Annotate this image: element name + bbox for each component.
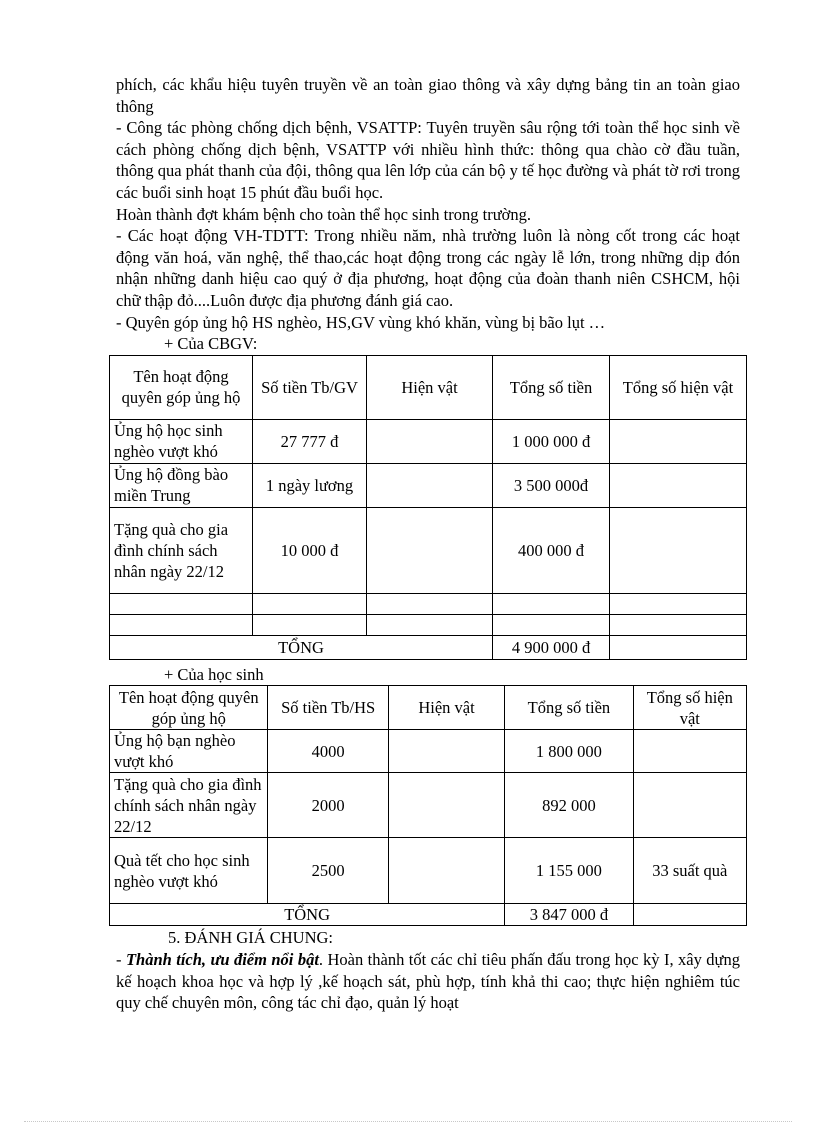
donation-table-staff (109, 355, 747, 660)
table-cell: 3 500 000đ (493, 463, 610, 507)
table-row-empty (110, 593, 747, 614)
table-cell: 2500 (268, 838, 388, 904)
table-cbgv-caption: + Của CBGV: (164, 334, 258, 354)
table-cell (493, 593, 610, 614)
document-page (116, 74, 740, 1014)
page-bottom-divider (24, 1121, 792, 1122)
paragraph-disease-prevention: - Công tác phòng chống dịch bệnh, VSATTP: Tuyên truyền sâu rộng tới toàn thể học sinh về cách phòng chống dịch bệnh, VSATTP với nhiều hình thức: thông qua chào cờ đầu tuần, thông qua phát thanh của đội, thông qua lên lớp của cán bộ y tế học đường và phát tờ rơi trong các buổi sinh hoạt 15 phút đầu buổi học. (116, 118, 740, 202)
table-cell: 1 155 000 (505, 838, 633, 904)
table-row (110, 730, 747, 773)
table-cell (633, 773, 746, 838)
table-cell (110, 614, 253, 635)
table-row (110, 773, 747, 838)
header-cell: Tổng số hiện vật (610, 355, 747, 419)
table-cell: 10 000 đ (253, 507, 367, 593)
table-cell: Ủng hộ đồng bào miền Trung (110, 463, 253, 507)
table-total-row (110, 635, 747, 659)
lead-dash: - (116, 949, 126, 969)
table-cell (610, 593, 747, 614)
table-cell (253, 614, 367, 635)
table-cell (367, 463, 493, 507)
table-row-empty (110, 614, 747, 635)
header-cell: Tổng số hiện vật (633, 686, 746, 730)
table-cell: Ủng hộ bạn nghèo vượt khó (110, 730, 268, 773)
table-cell: 1 ngày lương (253, 463, 367, 507)
table-row (110, 507, 747, 593)
header-cell: Số tiền Tb/HS (268, 686, 388, 730)
table-cell (253, 593, 367, 614)
table-row (110, 838, 747, 904)
header-cell: Hiện vật (388, 686, 504, 730)
header-cell: Tổng số tiền (505, 686, 633, 730)
table-cell (110, 593, 253, 614)
section-heading: 5. ĐÁNH GIÁ CHUNG: (168, 928, 333, 948)
paragraph-culture-sports: - Các hoạt động VH-TDTT: Trong nhiều năm, nhà trường luôn là nòng cốt trong các hoạt động văn hoá, văn nghệ, thể thao,các hoạt động trong các ngày lễ lớn, trong những dịp đón nhận những danh hiệu cao quý ở địa phương, hoạt động của đoàn thanh niên CSHCM, hội chữ thập đỏ....Luôn được địa phương đánh giá cao. (116, 226, 740, 310)
table-total-row (110, 904, 747, 926)
table-row (110, 419, 747, 463)
table-cell: Ủng hộ học sinh nghèo vượt khó (110, 419, 253, 463)
paragraph-traffic-safety: phích, các khẩu hiệu tuyên truyền về an toàn giao thông và xây dựng bảng tin an toàn giao thông (116, 75, 740, 116)
table-cell (367, 614, 493, 635)
table-cell: Tặng quà cho gia đình chính sách nhân ngày 22/12 (110, 507, 253, 593)
table-cell: 33 suất quà (633, 838, 746, 904)
table-cell (610, 463, 747, 507)
table-hs-caption: + Của học sinh (164, 664, 264, 684)
header-cell: Tổng số tiền (493, 355, 610, 419)
table-cell (388, 838, 504, 904)
header-cell: Tên hoạt động quyên góp ủng hộ (110, 686, 268, 730)
table-cell (610, 614, 747, 635)
table-cell: 2000 (268, 773, 388, 838)
header-cell: Số tiền Tb/GV (253, 355, 367, 419)
header-cell: Tên hoạt động quyên góp ủng hộ (110, 355, 253, 419)
table-cell: 400 000 đ (493, 507, 610, 593)
total-label: TỔNG (110, 904, 505, 926)
table-row (110, 463, 747, 507)
table-cell: Quà tết cho học sinh nghèo vượt khó (110, 838, 268, 904)
table-cell (367, 507, 493, 593)
table-cell (367, 593, 493, 614)
table-cell: 1 800 000 (505, 730, 633, 773)
table-cell (388, 730, 504, 773)
table-cell: Tặng quà cho gia đình chính sách nhân ngày 22/12 (110, 773, 268, 838)
table-header-row (110, 686, 747, 730)
table-cell (367, 419, 493, 463)
table-header-row (110, 355, 747, 419)
table-cell (610, 507, 747, 593)
total-value: 3 847 000 đ (505, 904, 633, 926)
table-cell (610, 635, 747, 659)
achievements-text: . Hoàn thành tốt các chỉ tiêu phấn đấu trong học kỳ I, xây dựng kế hoạch khoa học và hợp lý ,kế hoạch sát, phù hợp, tính khả thi cao; thực hiện nghiêm túc quy chế chuyên môn, công tác chỉ đạo, quản lý hoạt (116, 949, 740, 1013)
paragraph-health-check: Hoàn thành đợt khám bệnh cho toàn thể học sinh trong trường. (116, 204, 531, 224)
total-value: 4 900 000 đ (493, 635, 610, 659)
table-cell (633, 904, 746, 926)
table-cell: 892 000 (505, 773, 633, 838)
achievements-label: Thành tích, ưu điểm nổi bật (125, 949, 319, 969)
donation-table-students (109, 685, 747, 926)
paragraph-achievements (116, 949, 740, 1014)
header-cell: Hiện vật (367, 355, 493, 419)
total-label: TỔNG (110, 635, 493, 659)
table-cell (493, 614, 610, 635)
table-cell: 4000 (268, 730, 388, 773)
table-cell: 1 000 000 đ (493, 419, 610, 463)
table-cell (610, 419, 747, 463)
table-cell (388, 773, 504, 838)
table-cell: 27 777 đ (253, 419, 367, 463)
table-cell (633, 730, 746, 773)
paragraph-donations: - Quyên góp ủng hộ HS nghèo, HS,GV vùng khó khăn, vùng bị bão lụt … (116, 312, 606, 332)
